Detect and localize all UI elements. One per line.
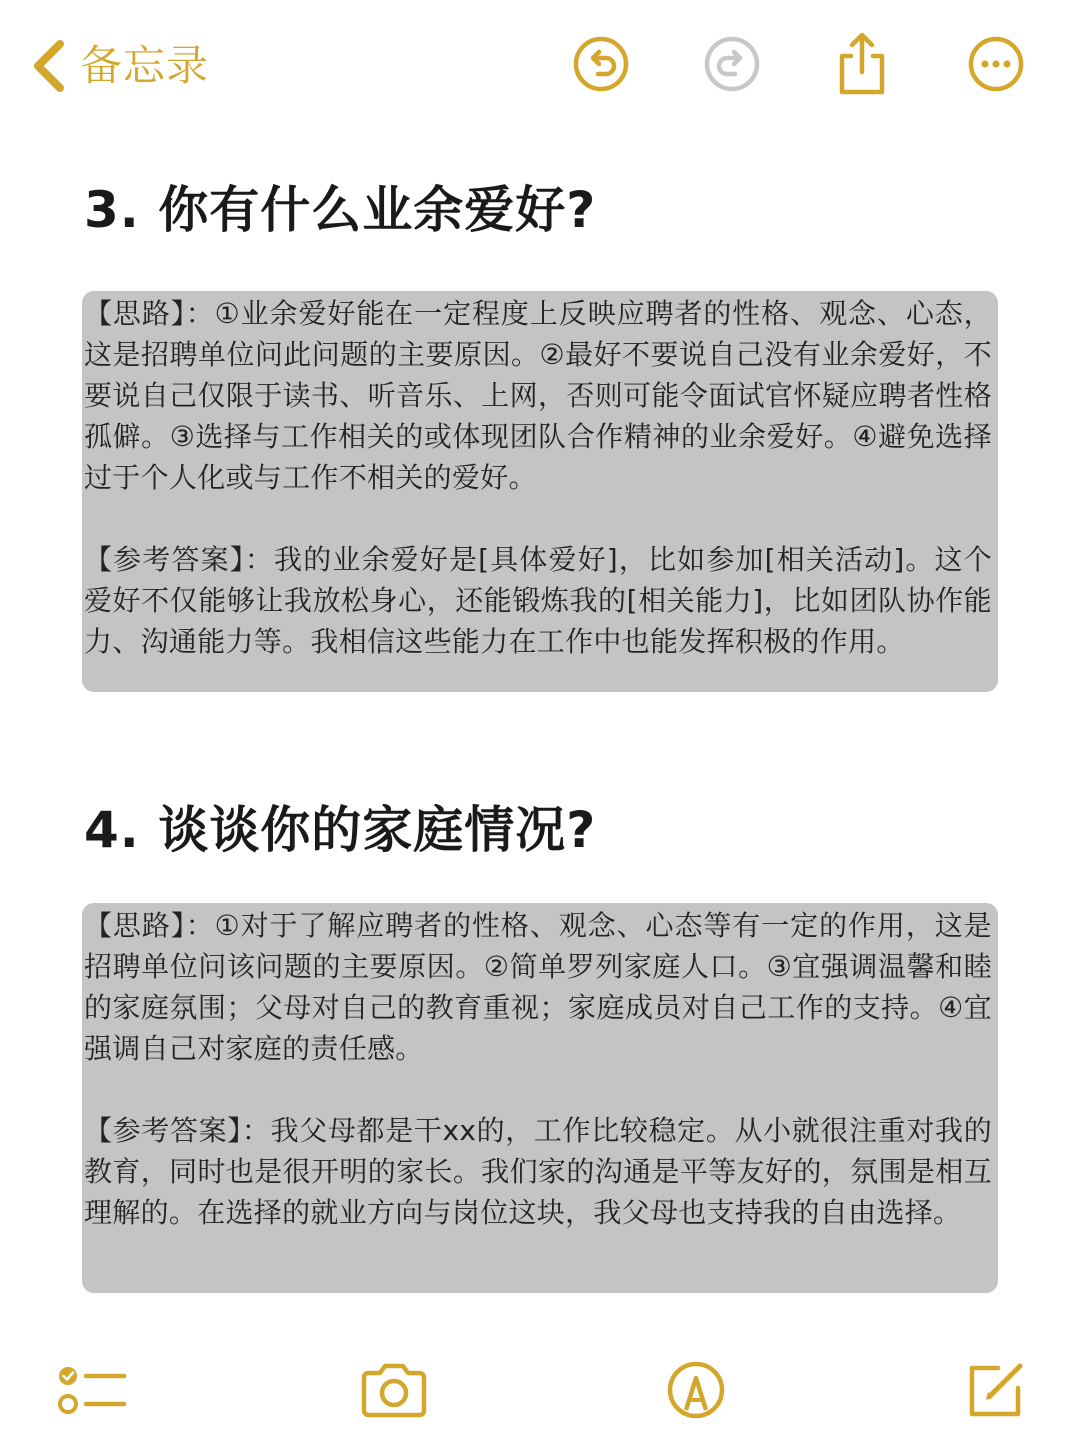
paragraph-spacer xyxy=(84,498,992,539)
note-paragraph-answer: 【参考答案】：我的业余爱好是[具体爱好]，比如参加[相关活动]。这个爱好不仅能够让我放松身心，还能锻炼我的[相关能力]，比如团队协作能力、沟通能力等。我相信这些能力在工作中也能发挥积极的作用。 xyxy=(84,543,992,658)
markup-pen-icon xyxy=(664,1358,728,1426)
compose-icon xyxy=(962,1358,1026,1426)
back-button[interactable] xyxy=(28,34,209,98)
note-block-family xyxy=(82,903,998,1293)
checklist-icon xyxy=(56,1362,128,1422)
share-button[interactable] xyxy=(830,34,894,98)
section-title-family: 4. 谈谈你的家庭情况? xyxy=(84,801,597,859)
note-paragraph-approach: 【思路】：①业余爱好能在一定程度上反映应聘者的性格、观念、心态，这是招聘单位问此问题的主要原因。②最好不要说自己没有业余爱好，不要说自己仅限于读书、听音乐、上网，否则可能令面试官怀疑应聘者性格孤僻。③选择与工作相关的或体现团队合作精神的业余爱好。④避免选择过于个人化或与工作不相关的爱好。 xyxy=(84,297,992,494)
chevron-left-icon xyxy=(28,34,68,98)
back-label: 备忘录 xyxy=(80,41,210,90)
redo-icon xyxy=(702,34,762,98)
top-navigation-bar xyxy=(0,0,1080,130)
share-icon xyxy=(832,30,892,102)
note-paragraph-answer: 【参考答案】：我父母都是干xx的，工作比较稳定。从小就很注重对我的教育，同时也是很开明的家长。我们家的沟通是平等友好的，氛围是相互理解的。在选择的就业方向与岗位这块，我父母也支持我的自由选择。 xyxy=(84,1114,992,1229)
markup-button[interactable] xyxy=(660,1356,732,1428)
undo-icon xyxy=(571,34,631,98)
more-icon xyxy=(966,34,1026,98)
camera-icon xyxy=(358,1360,430,1424)
redo-button[interactable] xyxy=(700,34,764,98)
compose-button[interactable] xyxy=(958,1356,1030,1428)
checklist-button[interactable] xyxy=(56,1356,128,1428)
note-block-hobbies xyxy=(82,291,998,692)
paragraph-spacer xyxy=(84,1069,992,1110)
more-button[interactable] xyxy=(964,34,1028,98)
section-title-hobbies: 3. 你有什么业余爱好? xyxy=(84,181,597,239)
undo-button[interactable] xyxy=(569,34,633,98)
bottom-toolbar xyxy=(0,1350,1080,1430)
note-paragraph-approach: 【思路】：①对于了解应聘者的性格、观念、心态等有一定的作用，这是招聘单位问该问题的主要原因。②简单罗列家庭人口。③宜强调温馨和睦的家庭氛围；父母对自己的教育重视；家庭成员对自己工作的支持。④宜强调自己对家庭的责任感。 xyxy=(84,909,992,1065)
camera-button[interactable] xyxy=(358,1356,430,1428)
